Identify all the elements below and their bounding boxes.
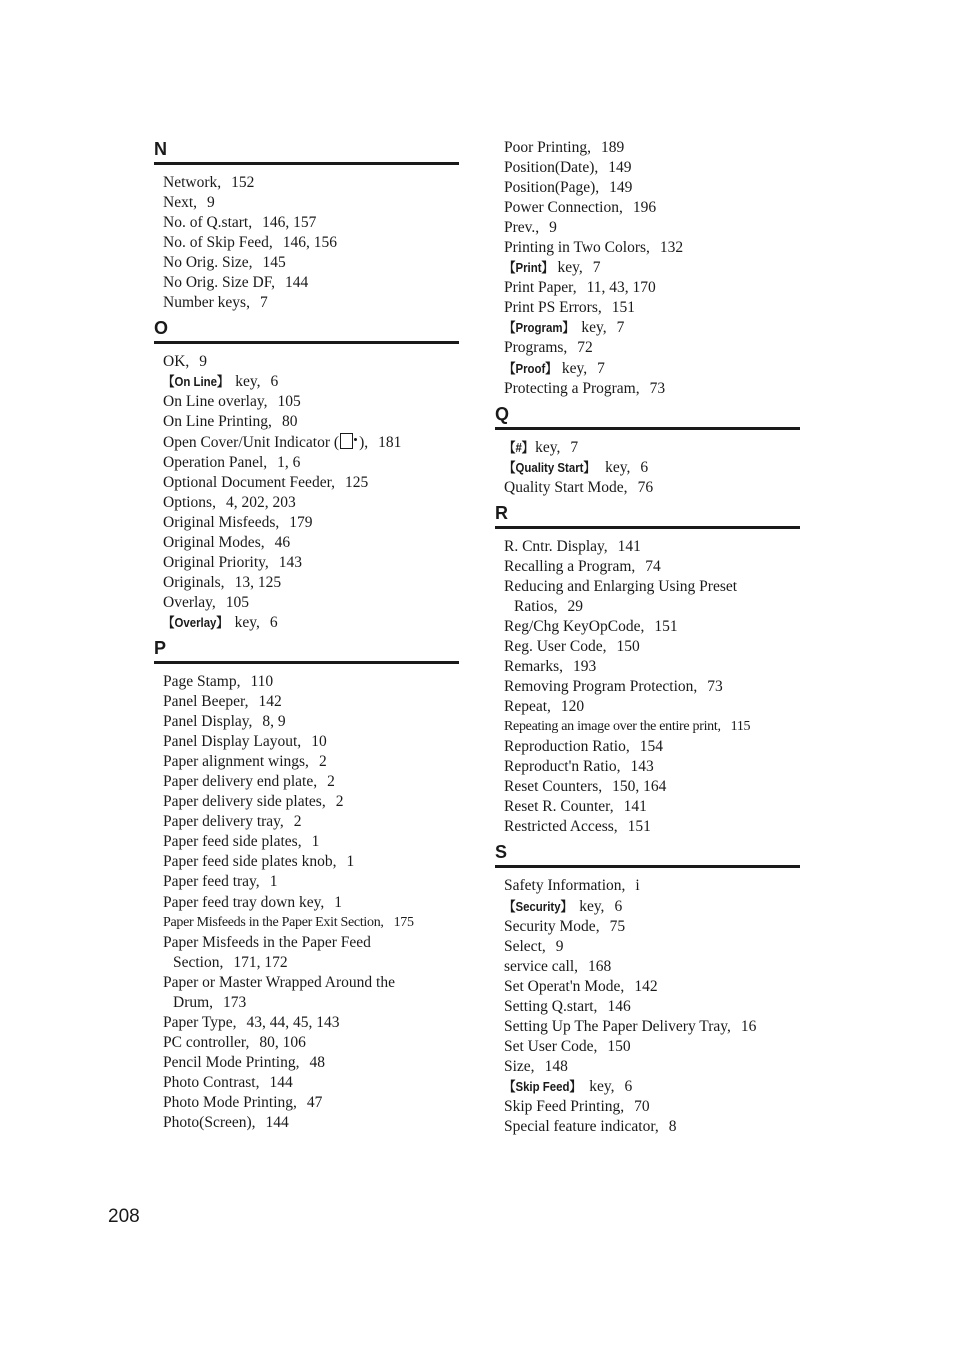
index-entry bbox=[504, 757, 800, 777]
index-entry bbox=[163, 593, 459, 613]
key-name: 【#】 bbox=[504, 439, 534, 455]
index-entry bbox=[163, 852, 459, 872]
entry-term: Paper Misfeeds in the Paper Exit Section, bbox=[163, 914, 384, 930]
index-column-right bbox=[495, 138, 800, 1137]
index-entry bbox=[163, 412, 459, 432]
entry-term: Panel Beeper, bbox=[163, 693, 249, 711]
entry-term: Page Stamp, bbox=[163, 672, 241, 690]
entry-term: Reset Counters, bbox=[504, 778, 603, 796]
index-entry bbox=[163, 812, 459, 832]
section-rule bbox=[495, 427, 800, 430]
entry-page-refs: 2 bbox=[327, 773, 335, 791]
entry-term: OK, bbox=[163, 353, 190, 371]
index-entry bbox=[163, 913, 459, 933]
index-entry bbox=[163, 832, 459, 852]
index-entry bbox=[504, 637, 800, 657]
entry-term: Print PS Errors, bbox=[504, 299, 602, 317]
entry-page-refs: 120 bbox=[560, 698, 585, 716]
entry-term: Panel Display, bbox=[163, 713, 253, 731]
entry-term: On Line overlay, bbox=[163, 393, 268, 411]
index-entry bbox=[163, 273, 459, 293]
entry-term: Network, bbox=[163, 174, 222, 191]
entry-term: Setting Q.start, bbox=[504, 997, 598, 1015]
entry-page-refs: 142 bbox=[634, 977, 658, 995]
entry-term: Printing in Two Colors, bbox=[504, 239, 650, 257]
index-entry bbox=[163, 493, 459, 513]
entry-term: Programs, bbox=[504, 339, 568, 357]
entry-page-refs: 6 bbox=[614, 897, 623, 915]
entry-page-refs: 7 bbox=[616, 319, 625, 337]
entry-page-refs: 16 bbox=[740, 1017, 757, 1035]
index-entry bbox=[504, 198, 800, 218]
entry-page-refs: 144 bbox=[285, 274, 309, 292]
entry-page-refs: 143 bbox=[278, 553, 303, 571]
entry-page-refs: 70 bbox=[634, 1097, 650, 1115]
index-entry bbox=[504, 178, 800, 198]
entry-page-refs: 13, 125 bbox=[234, 573, 282, 591]
index-section bbox=[495, 403, 800, 498]
entry-list bbox=[154, 672, 459, 1133]
entry-term: key, bbox=[561, 359, 588, 377]
index-entry bbox=[163, 533, 459, 553]
entry-page-refs: 47 bbox=[306, 1093, 323, 1111]
entry-term: Paper or Master Wrapped Around the Drum, bbox=[163, 973, 395, 1011]
section-letter: O bbox=[154, 318, 169, 339]
entry-list bbox=[495, 438, 800, 498]
entry-term: Poor Printing, bbox=[504, 139, 591, 156]
index-entry bbox=[504, 1077, 800, 1097]
entry-term: Restricted Access, bbox=[504, 818, 618, 836]
entry-page-refs: 154 bbox=[639, 738, 663, 756]
entry-page-refs: 171, 172 bbox=[233, 953, 288, 971]
entry-term: Paper delivery end plate, bbox=[163, 773, 318, 791]
entry-page-refs: 141 bbox=[617, 537, 641, 555]
entry-page-refs: 73 bbox=[649, 379, 666, 397]
index-section bbox=[154, 138, 459, 313]
entry-page-refs: 48 bbox=[309, 1053, 325, 1071]
index-entry bbox=[504, 876, 800, 896]
index-entry bbox=[163, 1093, 459, 1113]
entry-term: Photo Contrast, bbox=[163, 1073, 260, 1091]
entry-term: Pencil Mode Printing, bbox=[163, 1053, 300, 1071]
entry-page-refs: 2 bbox=[293, 813, 302, 831]
index-entry bbox=[163, 1113, 459, 1133]
index-entry bbox=[504, 897, 800, 917]
index-entry bbox=[163, 692, 459, 712]
index-entry bbox=[504, 478, 800, 498]
index-entry bbox=[504, 1117, 800, 1137]
entry-page-refs: 150 bbox=[616, 637, 640, 655]
entry-page-refs: 4, 202, 203 bbox=[225, 493, 296, 511]
index-entry bbox=[504, 438, 800, 458]
entry-page-refs: 7 bbox=[597, 359, 605, 377]
entry-page-refs: 196 bbox=[632, 199, 657, 217]
entry-page-refs: 7 bbox=[592, 259, 601, 277]
entry-page-refs: 1 bbox=[269, 873, 278, 891]
index-entry bbox=[504, 617, 800, 637]
entry-term: Security Mode, bbox=[504, 917, 600, 935]
entry-page-refs: 150, 164 bbox=[612, 778, 667, 796]
entry-term: Overlay, bbox=[163, 593, 216, 611]
index-entry bbox=[163, 1073, 459, 1093]
entry-page-refs: 173 bbox=[223, 993, 247, 1011]
index-entry bbox=[163, 792, 459, 812]
index-entry bbox=[163, 752, 459, 772]
entry-page-refs: 2 bbox=[335, 793, 344, 811]
section-letter: Q bbox=[495, 403, 510, 424]
index-entry bbox=[504, 817, 800, 837]
index-entry bbox=[504, 577, 800, 617]
index-entry bbox=[504, 318, 800, 338]
entry-list bbox=[495, 138, 800, 399]
entry-page-refs: 9 bbox=[555, 937, 564, 955]
entry-term: Remarks, bbox=[504, 658, 563, 676]
entry-term: Paper delivery side plates, bbox=[163, 793, 326, 811]
entry-page-refs: 6 bbox=[270, 373, 279, 391]
entry-term: Open Cover/Unit Indicator ( bbox=[163, 433, 340, 451]
entry-page-refs: 76 bbox=[637, 478, 654, 496]
index-entry bbox=[163, 193, 459, 213]
section-rule bbox=[495, 865, 800, 868]
entry-term: Reproduction Ratio, bbox=[504, 738, 630, 756]
entry-page-refs: 72 bbox=[577, 339, 593, 357]
entry-list bbox=[495, 537, 800, 838]
index-entry bbox=[163, 1053, 459, 1073]
entry-term: On Line Printing, bbox=[163, 413, 272, 431]
entry-term: Paper Misfeeds in the Paper Feed Section, bbox=[163, 933, 371, 971]
entry-term: Paper feed tray, bbox=[163, 873, 260, 891]
index-entry bbox=[504, 977, 800, 997]
entry-page-refs: 74 bbox=[645, 557, 661, 575]
index-entry bbox=[163, 433, 459, 453]
entry-list bbox=[154, 173, 459, 313]
entry-term: Select, bbox=[504, 937, 546, 955]
key-name: 【Quality Start】 bbox=[504, 459, 595, 475]
index-entry bbox=[163, 453, 459, 473]
entry-page-refs: 80 bbox=[281, 413, 298, 431]
index-entry bbox=[163, 672, 459, 692]
entry-term: Paper feed side plates, bbox=[163, 833, 302, 851]
index-entry bbox=[504, 937, 800, 957]
index-entry bbox=[504, 677, 800, 697]
index-entry bbox=[163, 1013, 459, 1033]
entry-page-refs: 149 bbox=[609, 179, 633, 197]
entry-page-refs: 175 bbox=[393, 914, 414, 930]
entry-term: Next, bbox=[163, 194, 198, 212]
entry-page-refs: 146, 156 bbox=[282, 234, 338, 252]
entry-term: Recalling a Program, bbox=[504, 557, 636, 575]
entry-term: key, bbox=[234, 613, 260, 631]
section-letter: P bbox=[154, 637, 167, 658]
entry-page-refs: 189 bbox=[600, 139, 625, 156]
entry-term: Paper feed tray down key, bbox=[163, 893, 325, 911]
index-entry bbox=[163, 352, 459, 372]
entry-term: key, bbox=[605, 458, 631, 476]
index-entry bbox=[504, 1057, 800, 1077]
entry-page-refs: 143 bbox=[630, 758, 654, 776]
entry-page-refs: 150 bbox=[607, 1037, 631, 1055]
entry-term: key, bbox=[581, 319, 607, 337]
section-rule bbox=[495, 526, 800, 529]
entry-list bbox=[154, 352, 459, 633]
index-entry bbox=[163, 253, 459, 273]
key-name: 【Proof】 bbox=[504, 360, 557, 376]
entry-page-refs: 6 bbox=[269, 613, 278, 631]
index-entry bbox=[504, 957, 800, 977]
index-entry bbox=[163, 573, 459, 593]
entry-term: R. Cntr. Display, bbox=[504, 537, 608, 555]
index-entry bbox=[163, 893, 459, 913]
index-entry bbox=[163, 173, 459, 193]
entry-term: No Orig. Size DF, bbox=[163, 274, 275, 292]
entry-term: Reg. User Code, bbox=[504, 637, 607, 655]
index-entry bbox=[504, 737, 800, 757]
entry-page-refs: 132 bbox=[659, 239, 684, 257]
entry-term: Paper Type, bbox=[163, 1013, 237, 1031]
entry-page-refs: 75 bbox=[609, 917, 626, 935]
entry-page-refs: 142 bbox=[258, 693, 282, 711]
index-entry bbox=[163, 513, 459, 533]
entry-term: Prev., bbox=[504, 219, 540, 237]
index-entry bbox=[504, 298, 800, 318]
index-entry bbox=[504, 657, 800, 677]
entry-page-refs: 80, 106 bbox=[259, 1033, 306, 1051]
entry-page-refs: 9 bbox=[199, 353, 208, 371]
index-entry bbox=[504, 158, 800, 178]
key-name: 【Overlay】 bbox=[163, 614, 228, 630]
entry-term: Special feature indicator, bbox=[504, 1118, 659, 1136]
entry-page-refs: 1, 6 bbox=[277, 453, 301, 471]
index-entry bbox=[504, 1097, 800, 1117]
entry-page-refs: 10 bbox=[311, 733, 327, 751]
entry-page-refs: 105 bbox=[277, 393, 301, 411]
entry-page-refs: 193 bbox=[572, 658, 597, 676]
entry-page-refs: 7 bbox=[259, 294, 268, 312]
entry-list bbox=[495, 876, 800, 1137]
index-entry bbox=[504, 238, 800, 258]
entry-page-refs: 43, 44, 45, 143 bbox=[246, 1013, 340, 1031]
index-entry bbox=[504, 379, 800, 399]
key-name: 【Program】 bbox=[504, 320, 574, 336]
entry-page-refs: 2 bbox=[318, 753, 327, 771]
key-name: 【Skip Feed】 bbox=[504, 1078, 581, 1094]
entry-term: Protecting a Program, bbox=[504, 379, 640, 397]
index-entry bbox=[504, 258, 800, 278]
entry-page-refs: 151 bbox=[611, 299, 635, 317]
index-section bbox=[154, 317, 459, 633]
entry-term: Photo(Screen), bbox=[163, 1114, 256, 1132]
entry-term: Original Modes, bbox=[163, 533, 265, 551]
index-entry bbox=[504, 1037, 800, 1057]
entry-term: Reducing and Enlarging Using Preset Ratios, bbox=[504, 577, 738, 615]
entry-term: Options, bbox=[163, 493, 216, 511]
entry-term: Set Operat'n Mode, bbox=[504, 977, 625, 995]
index-entry bbox=[163, 772, 459, 792]
index-section bbox=[495, 841, 800, 1137]
entry-term: Skip Feed Printing, bbox=[504, 1097, 625, 1115]
entry-page-refs: 6 bbox=[624, 1077, 633, 1095]
entry-term: Quality Start Mode, bbox=[504, 478, 628, 496]
entry-page-refs: 141 bbox=[623, 798, 647, 816]
key-name: 【On Line】 bbox=[163, 374, 229, 390]
index-entry bbox=[163, 933, 459, 973]
entry-page-refs: 6 bbox=[640, 458, 649, 476]
entry-page-refs: 46 bbox=[274, 533, 291, 551]
index-section bbox=[154, 637, 459, 1133]
entry-page-refs: 168 bbox=[588, 957, 612, 975]
index-entry bbox=[504, 359, 800, 379]
entry-page-refs: 8 bbox=[668, 1118, 677, 1136]
index-entry bbox=[163, 392, 459, 412]
entry-page-refs: 146 bbox=[607, 997, 631, 1015]
section-letter: S bbox=[495, 842, 508, 863]
entry-term: Paper delivery tray, bbox=[163, 813, 284, 831]
section-letter: N bbox=[154, 139, 167, 159]
key-name: 【Security】 bbox=[504, 898, 573, 914]
entry-term: Position(Page), bbox=[504, 179, 600, 197]
entry-page-refs: 148 bbox=[544, 1057, 568, 1075]
index-column-left bbox=[154, 138, 459, 1133]
entry-page-refs: 105 bbox=[225, 593, 250, 611]
entry-page-refs: 151 bbox=[654, 617, 678, 635]
entry-term: Repeating an image over the entire print, bbox=[504, 719, 721, 735]
page-number: 208 bbox=[108, 1206, 140, 1227]
index-entry bbox=[163, 233, 459, 253]
section-rule bbox=[154, 341, 459, 344]
index-entry bbox=[163, 473, 459, 493]
index-entry bbox=[163, 553, 459, 573]
index-entry bbox=[504, 338, 800, 358]
entry-term: No Orig. Size, bbox=[163, 254, 253, 272]
entry-page-refs: 1 bbox=[346, 853, 355, 871]
entry-term: Setting Up The Paper Delivery Tray, bbox=[504, 1017, 731, 1035]
entry-term: Panel Display Layout, bbox=[163, 733, 302, 751]
entry-term: Removing Program Protection, bbox=[504, 678, 698, 696]
entry-term-suffix: ), bbox=[359, 433, 369, 451]
index-entry bbox=[163, 732, 459, 752]
entry-page-refs: 1 bbox=[334, 893, 343, 911]
section-letter: R bbox=[495, 502, 508, 523]
entry-page-refs: 152 bbox=[231, 174, 255, 191]
entry-term: Power Connection, bbox=[504, 199, 623, 217]
entry-page-refs: 181 bbox=[378, 433, 402, 451]
entry-term: Original Priority, bbox=[163, 553, 269, 571]
entry-term: key, bbox=[235, 373, 261, 391]
section-rule bbox=[154, 661, 459, 664]
entry-term: key, bbox=[535, 438, 561, 456]
entry-term: Safety Information, bbox=[504, 877, 626, 895]
entry-page-refs: 9 bbox=[207, 194, 215, 212]
section-rule bbox=[154, 162, 459, 165]
index-entry bbox=[504, 458, 800, 478]
open-cover-indicator-icon bbox=[340, 433, 353, 449]
entry-page-refs: 149 bbox=[608, 159, 632, 177]
entry-page-refs: 179 bbox=[289, 513, 313, 531]
index-entry bbox=[504, 278, 800, 298]
index-entry bbox=[163, 712, 459, 732]
entry-page-refs: 146, 157 bbox=[262, 214, 317, 232]
entry-page-refs: 115 bbox=[730, 719, 751, 735]
entry-term: Reset R. Counter, bbox=[504, 798, 614, 816]
entry-page-refs: 9 bbox=[549, 219, 557, 237]
entry-page-refs: 1 bbox=[311, 833, 320, 851]
index-entry bbox=[504, 557, 800, 577]
entry-page-refs: 73 bbox=[707, 678, 723, 696]
entry-term: Print Paper, bbox=[504, 279, 577, 297]
entry-term: key, bbox=[579, 897, 605, 915]
index-entry bbox=[163, 872, 459, 892]
entry-term: Reg/Chg KeyOpCode, bbox=[504, 617, 645, 635]
entry-term: Optional Document Feeder, bbox=[163, 473, 335, 491]
entry-page-refs: 151 bbox=[627, 818, 651, 836]
entry-page-refs: 11, 43, 170 bbox=[586, 279, 656, 297]
index-entry bbox=[504, 697, 800, 717]
index-entry bbox=[163, 973, 459, 1013]
entry-page-refs: 144 bbox=[269, 1073, 293, 1091]
index-entry bbox=[504, 997, 800, 1017]
entry-page-refs: 110 bbox=[250, 672, 274, 690]
entry-term: Paper alignment wings, bbox=[163, 753, 309, 771]
entry-term: No. of Q.start, bbox=[163, 214, 253, 232]
index-entry bbox=[504, 777, 800, 797]
entry-page-refs: i bbox=[635, 877, 640, 895]
entry-term: No. of Skip Feed, bbox=[163, 234, 273, 252]
entry-term: PC controller, bbox=[163, 1033, 250, 1051]
index-entry bbox=[504, 717, 800, 737]
entry-term: service call, bbox=[504, 957, 579, 975]
entry-page-refs: 145 bbox=[262, 254, 286, 272]
entry-term: Photo Mode Printing, bbox=[163, 1093, 297, 1111]
index-section bbox=[495, 502, 800, 838]
entry-term: Operation Panel, bbox=[163, 453, 268, 471]
index-entry bbox=[504, 537, 800, 557]
index-entry bbox=[163, 213, 459, 233]
index-entry bbox=[504, 218, 800, 238]
entry-term: Repeat, bbox=[504, 698, 551, 716]
index-section bbox=[495, 138, 800, 399]
entry-term: Paper feed side plates knob, bbox=[163, 853, 337, 871]
index-entry bbox=[504, 797, 800, 817]
entry-term: Position(Date), bbox=[504, 159, 599, 177]
entry-page-refs: 144 bbox=[265, 1114, 289, 1132]
entry-term: Originals, bbox=[163, 573, 225, 591]
entry-term: Size, bbox=[504, 1057, 535, 1075]
entry-page-refs: 7 bbox=[570, 438, 579, 456]
index-entry bbox=[504, 917, 800, 937]
index-entry bbox=[163, 1033, 459, 1053]
entry-term: Number keys, bbox=[163, 294, 250, 312]
entry-term: Reproduct'n Ratio, bbox=[504, 758, 621, 776]
entry-page-refs: 29 bbox=[567, 597, 583, 615]
index-entry bbox=[504, 1017, 800, 1037]
entry-term: Set User Code, bbox=[504, 1037, 598, 1055]
entry-term: key, bbox=[589, 1077, 615, 1095]
entry-term: key, bbox=[557, 259, 583, 277]
key-name: 【Print】 bbox=[504, 260, 553, 276]
index-entry bbox=[163, 613, 459, 633]
entry-page-refs: 125 bbox=[344, 473, 369, 491]
index-entry bbox=[504, 138, 800, 158]
index-entry bbox=[163, 372, 459, 392]
entry-page-refs: 8, 9 bbox=[262, 713, 286, 731]
index-entry bbox=[163, 293, 459, 313]
entry-term: Original Misfeeds, bbox=[163, 513, 280, 531]
